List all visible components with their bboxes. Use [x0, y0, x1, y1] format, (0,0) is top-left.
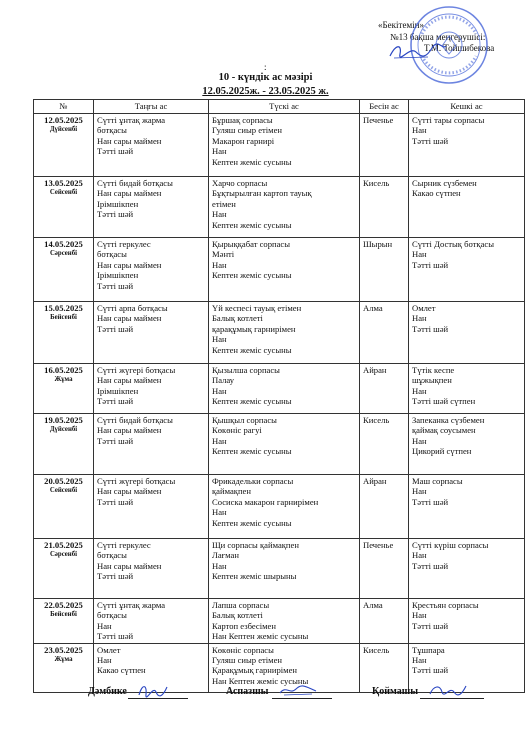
menu-item: ботқасы	[97, 550, 127, 561]
menu-item: Тұшпара	[412, 644, 445, 655]
lunch-cell	[209, 177, 360, 238]
menu-item: Нан	[212, 507, 227, 518]
row-weekday: Сейсенбі	[49, 487, 78, 495]
row-date-cell	[34, 364, 94, 414]
snack-cell	[360, 539, 409, 599]
menu-item: Сүтті геркулес	[97, 540, 151, 550]
row-date: 19.05.2025	[44, 415, 83, 425]
menu-item: Лапша сорпасы	[212, 600, 270, 610]
col-header-snack: Бесін ас	[360, 100, 409, 114]
row-date-cell	[34, 414, 94, 475]
menu-item: Нан	[212, 435, 227, 446]
menu-item: Фрикадельки сорпасы	[212, 476, 294, 486]
storekeeper-signature-icon	[428, 682, 468, 699]
menu-item: Нан	[97, 620, 112, 631]
lunch-cell	[209, 475, 360, 539]
menu-item: Қырыққабат сорпасы	[212, 239, 291, 249]
menu-item: Тәтті шәй	[97, 146, 134, 157]
menu-item: Макарон гарнирі	[212, 135, 275, 146]
row-weekday: Сейсенбі	[49, 189, 78, 197]
breakfast-cell	[94, 475, 209, 539]
row-date: 12.05.2025	[44, 115, 83, 125]
row-date: 13.05.2025	[44, 178, 83, 188]
snack-cell	[360, 177, 409, 238]
approval-position: №13 бақша меңгерушісі:	[390, 31, 486, 42]
col-header-lunch: Түскі ас	[209, 100, 360, 114]
menu-item: Ірімшікпен	[97, 270, 139, 281]
menu-item: Сосиска макарон гарнирімен	[212, 496, 319, 507]
menu-item: Омлет	[412, 303, 436, 313]
menu-item: ботқасы	[97, 610, 127, 621]
menu-item: Картоп езбесімен	[212, 620, 276, 631]
menu-item: Лағман	[212, 550, 239, 561]
menu-table	[33, 99, 525, 693]
approval-title: «Бекітемін»	[378, 20, 424, 30]
menu-item: Түтік кеспе	[412, 365, 455, 375]
breakfast-cell	[94, 114, 209, 177]
menu-item: Сырник сүзбемен	[412, 178, 477, 188]
menu-item: Нан сары маймен	[97, 375, 162, 386]
menu-item: шұжықпен	[412, 375, 452, 386]
menu-item: Какао сүтпен	[412, 188, 461, 199]
row-date: 15.05.2025	[44, 303, 83, 313]
breakfast-cell	[94, 177, 209, 238]
menu-item: Нан сары маймен	[97, 135, 162, 146]
breakfast-cell	[94, 414, 209, 475]
menu-item: Сүтті Достық ботқасы	[412, 239, 495, 249]
menu-item: ботқасы	[97, 249, 127, 260]
menu-item: Сүтті ұнтақ жарма	[97, 115, 166, 125]
menu-table-body	[34, 114, 525, 693]
row-weekday: Дүйсенбі	[49, 126, 78, 134]
menu-item: Нан	[412, 610, 427, 621]
menu-item: Нан	[97, 655, 112, 666]
menu-item: Нан	[412, 486, 427, 497]
row-weekday: Жұма	[54, 656, 73, 664]
snack-cell	[360, 238, 409, 302]
menu-item: Ірімшікпен	[97, 198, 139, 209]
cook-signature-icon	[278, 683, 318, 699]
breakfast-cell	[94, 364, 209, 414]
table-row	[34, 475, 525, 539]
menu-item: Нан	[412, 435, 427, 446]
row-date: 22.05.2025	[44, 600, 83, 610]
menu-item: Көкөніс сорпасы	[212, 644, 274, 655]
menu-item: Тәтті шәй	[97, 631, 134, 642]
menu-item: Какао сүтпен	[97, 665, 146, 676]
menu-item: Нан Кептен жеміс сусыны	[212, 631, 309, 642]
lunch-cell	[209, 364, 360, 414]
menu-item: Кисель	[363, 644, 390, 655]
table-row	[34, 177, 525, 238]
table-row	[34, 302, 525, 364]
menu-item: Кептен жеміс шырыны	[212, 571, 297, 582]
breakfast-cell	[94, 302, 209, 364]
menu-item: ботқасы	[97, 125, 127, 136]
row-date-cell	[34, 177, 94, 238]
row-weekday: Жұма	[54, 376, 73, 384]
menu-item: Печенье	[363, 540, 394, 550]
menu-item: Кептен жеміс сусыны	[212, 517, 292, 528]
menu-item: Тәтті шәй сүтпен	[412, 396, 476, 407]
table-row	[34, 539, 525, 599]
lunch-cell	[209, 599, 360, 644]
menu-item: Алма	[363, 303, 383, 313]
menu-item: Нан	[412, 249, 427, 260]
menu-item: Омлет	[97, 644, 121, 655]
lunch-cell	[209, 414, 360, 475]
row-date: 21.05.2025	[44, 540, 83, 550]
menu-item: Нан	[412, 655, 427, 666]
row-date: 16.05.2025	[44, 365, 83, 375]
storekeeper-label: Қоймашы	[372, 686, 419, 697]
row-weekday: Сәрсенбі	[49, 250, 78, 258]
row-date-cell	[34, 539, 94, 599]
menu-item: Нан Кептен жеміс сусыны	[212, 675, 309, 686]
row-date: 14.05.2025	[44, 239, 83, 249]
menu-item: Қызылша сорпасы	[212, 365, 280, 375]
row-date-cell	[34, 599, 94, 644]
page-title: 10 - күндік ас мәзірі	[218, 72, 313, 83]
menu-item: Нан сары маймен	[97, 560, 162, 571]
menu-item: Тәтті шәй	[97, 396, 134, 407]
row-date: 23.05.2025	[44, 644, 83, 655]
menu-item: Қарақұмық гарнирімен	[212, 665, 298, 676]
snack-cell	[360, 414, 409, 475]
lunch-cell	[209, 302, 360, 364]
col-header-breakfast: Таңғы ас	[94, 100, 209, 114]
menu-item: Гуляш сиыр етімен	[212, 655, 283, 666]
approval-block	[376, 20, 526, 55]
row-date-cell	[34, 475, 94, 539]
table-row	[34, 238, 525, 302]
menu-item: Кептен жеміс сусыны	[212, 396, 292, 407]
breakfast-cell	[94, 599, 209, 644]
menu-item: Нан сары маймен	[97, 425, 162, 436]
menu-item: етімен	[212, 198, 236, 209]
menu-item: Палау	[212, 375, 235, 386]
menu-item: Сүтті бидай ботқасы	[97, 415, 173, 425]
menu-item: Қышқыл сорпасы	[212, 415, 277, 425]
menu-item: Тәтті шәй	[97, 323, 134, 334]
snack-cell	[360, 114, 409, 177]
menu-item: Тәтті шәй	[412, 323, 449, 334]
menu-item: Сүтті бидай ботқасы	[97, 178, 173, 188]
lunch-cell	[209, 114, 360, 177]
breakfast-cell	[94, 238, 209, 302]
menu-item: Сүтті тары сорпасы	[412, 115, 485, 125]
menu-item: Шырын	[363, 239, 393, 249]
snack-cell	[360, 599, 409, 644]
menu-item: Нан	[212, 259, 227, 270]
menu-item: Нан сары маймен	[97, 259, 162, 270]
menu-item: Тәтті шәй	[412, 560, 449, 571]
menu-item: Нан	[212, 209, 227, 220]
menu-item: Сүтті жүгері ботқасы	[97, 476, 176, 486]
menu-item: Тәтті шәй	[97, 496, 134, 507]
dinner-cell	[409, 238, 525, 302]
menu-item: Үй кеспесі тауық етімен	[212, 303, 302, 313]
snack-cell	[360, 475, 409, 539]
col-header-number: №	[34, 100, 94, 114]
menu-item: Сүтті күріш сорпасы	[412, 540, 489, 550]
menu-item: Нан	[212, 334, 227, 345]
cook-label: Аспазшы	[226, 686, 269, 697]
menu-item: Кисель	[363, 178, 390, 188]
table-row	[34, 114, 525, 177]
table-row	[34, 599, 525, 644]
menu-item: Тәтті шәй	[412, 135, 449, 146]
menu-item: Нан	[412, 125, 427, 136]
menu-item: Запеканка сүзбемен	[412, 415, 485, 425]
dinner-cell	[409, 414, 525, 475]
menu-item: Нан	[212, 560, 227, 571]
menu-item: Нан сары маймен	[97, 486, 162, 497]
row-weekday: Бейсенбі	[50, 314, 77, 322]
menu-item: Цикорий сүтпен	[412, 446, 472, 457]
menu-item: қаймақпен	[212, 486, 251, 497]
menu-item: Көкөніс рагуі	[212, 425, 262, 436]
menu-item: Крестьян сорпасы	[412, 600, 479, 610]
dinner-cell	[409, 114, 525, 177]
table-header-row	[34, 100, 525, 114]
menu-item: Тәтті шәй	[412, 665, 449, 676]
row-date-cell	[34, 114, 94, 177]
menu-item: Балық котлеті	[212, 610, 263, 621]
header-colon: :	[264, 62, 267, 72]
menu-item: Нан сары маймен	[97, 313, 162, 324]
breakfast-cell	[94, 539, 209, 599]
menu-item: Маш сорпасы	[412, 476, 463, 486]
menu-item: Тәтті шәй	[97, 209, 134, 220]
menu-item: қарақұмық гарнирімен	[212, 323, 296, 334]
row-weekday: Бейсенбі	[50, 611, 77, 619]
menu-item: Печенье	[363, 115, 394, 125]
row-weekday: Сәрсенбі	[49, 551, 78, 559]
menu-item: Сүтті арпа ботқасы	[97, 303, 168, 313]
menu-item: Кептен жеміс сусыны	[212, 344, 292, 355]
page-period: 12.05.2025ж. - 23.05.2025 ж.	[202, 86, 329, 97]
menu-item: Кептен жеміс сусыны	[212, 446, 292, 457]
menu-item: Тәтті шәй	[97, 571, 134, 582]
dinner-cell	[409, 475, 525, 539]
menu-item: Тәтті шәй	[412, 620, 449, 631]
menu-item: Кисель	[363, 415, 390, 425]
dinner-cell	[409, 302, 525, 364]
menu-item: Нан	[212, 385, 227, 396]
menu-item: Тәтті шәй	[97, 280, 134, 291]
menu-item: Кептен жеміс сусыны	[212, 219, 292, 230]
menu-item: Сүтті геркулес	[97, 239, 151, 249]
signatures-footer	[0, 684, 531, 704]
snack-cell	[360, 302, 409, 364]
dinner-cell	[409, 539, 525, 599]
menu-item: Нан	[412, 313, 427, 324]
menu-item: Алма	[363, 600, 383, 610]
menu-item: Сүтті ұнтақ жарма	[97, 600, 166, 610]
menu-item: Мәнті	[212, 249, 235, 260]
menu-item: Щи сорпасы қаймақпен	[212, 540, 299, 550]
menu-item: Тәтті шәй	[97, 435, 134, 446]
lunch-cell	[209, 539, 360, 599]
menu-item: Сүтті жүгері ботқасы	[97, 365, 176, 375]
dietitian-label: Дәмбике	[88, 686, 127, 697]
row-date-cell	[34, 238, 94, 302]
dinner-cell	[409, 177, 525, 238]
menu-item: Харчо сорпасы	[212, 178, 268, 188]
menu-item: Нан сары маймен	[97, 188, 162, 199]
table-row	[34, 414, 525, 475]
snack-cell	[360, 364, 409, 414]
dinner-cell	[409, 599, 525, 644]
menu-item: Кептен жеміс сусыны	[212, 156, 292, 167]
menu-item: Айран	[363, 476, 387, 486]
lunch-cell	[209, 238, 360, 302]
menu-item: Нан	[412, 385, 427, 396]
menu-item: Тәтті шәй	[412, 259, 449, 270]
dinner-cell	[409, 364, 525, 414]
table-row	[34, 364, 525, 414]
menu-item: Айран	[363, 365, 387, 375]
menu-item: қаймақ соусымен	[412, 425, 476, 436]
menu-item: Гуляш сиыр етімен	[212, 125, 283, 136]
menu-item: Нан	[212, 146, 227, 157]
approval-name: Т.М. Тойшибекова	[424, 43, 495, 53]
menu-item: Бұршақ сорпасы	[212, 115, 273, 125]
row-weekday: Дүйсенбі	[49, 426, 78, 434]
menu-item: Нан	[412, 550, 427, 561]
menu-item: Бұқтырылған картоп тауық	[212, 188, 312, 199]
menu-item: Кептен жеміс сусыны	[212, 270, 292, 281]
row-date-cell	[34, 302, 94, 364]
col-header-dinner: Кешкі ас	[409, 100, 525, 114]
menu-item: Ірімшікпен	[97, 385, 139, 396]
row-date: 20.05.2025	[44, 476, 83, 486]
menu-item: Балық котлеті	[212, 313, 263, 324]
menu-item: Тәтті шәй	[412, 496, 449, 507]
